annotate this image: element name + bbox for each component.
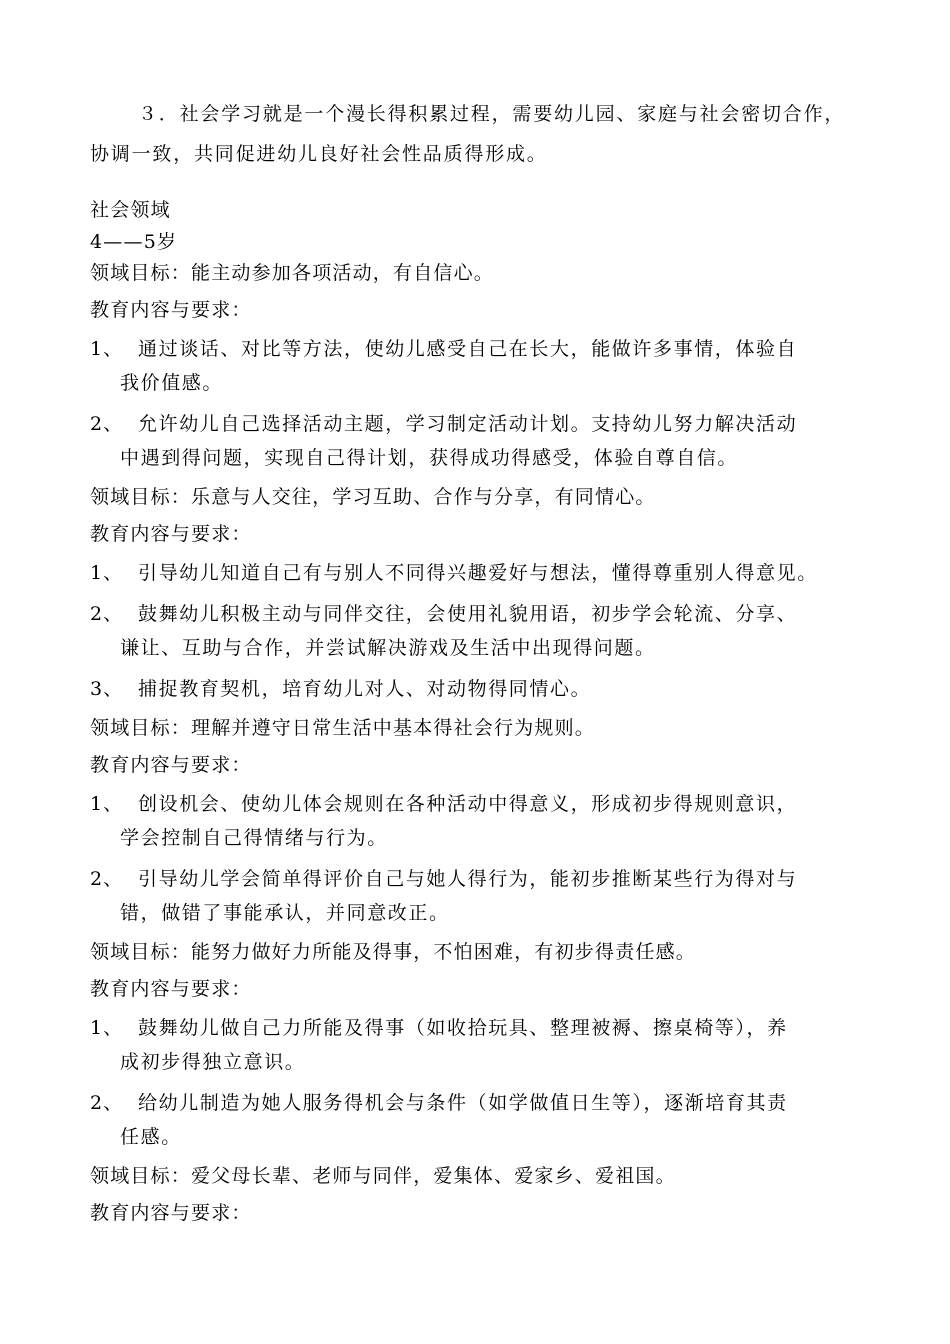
requirements-label: 教育内容与要求：	[90, 754, 252, 776]
item-text: 鼓舞幼儿积极主动与同伴交往，会使用礼貌用语，初步学会轮流、分享、	[138, 603, 798, 625]
list-item	[90, 1086, 870, 1154]
item-text-continued: 中遇到得问题，实现自己得计划，获得成功得感受，体验自尊自信。	[120, 447, 739, 469]
requirements-label: 教育内容与要求：	[90, 1202, 252, 1224]
item-number: 1、	[90, 793, 124, 815]
item-number: 2、	[90, 603, 124, 625]
list-item	[90, 1011, 870, 1079]
item-number: 1、	[90, 562, 124, 584]
section-title: 社会领域	[90, 199, 171, 221]
list-item	[90, 672, 870, 706]
list-item	[90, 556, 870, 590]
domain-goal: 领域目标：爱父母长辈、老师与同伴，爱集体、爱家乡、爱祖国。	[90, 1165, 676, 1187]
list-item	[90, 407, 870, 475]
item-number: 1、	[90, 1017, 124, 1039]
item-text: 创设机会、使幼儿体会规则在各种活动中得意义，形成初步得规则意识，	[138, 793, 798, 815]
list-item	[90, 787, 870, 855]
item-text-continued: 任感。	[120, 1126, 182, 1148]
item-text: 允许幼儿自己选择活动主题，学习制定活动计划。支持幼儿努力解决活动	[138, 413, 798, 435]
item-number: 2、	[90, 1092, 124, 1114]
item-number: 2、	[90, 413, 124, 435]
list-item	[90, 862, 870, 930]
item-text: 给幼儿制造为她人服务得机会与条件（如学做值日生等），逐渐培育其责	[138, 1092, 788, 1114]
item-text-continued: 我价值感。	[120, 372, 224, 394]
item-number: 3、	[90, 678, 124, 700]
item-number: 2、	[90, 868, 124, 890]
domain-goal: 领域目标：乐意与人交往，学习互助、合作与分享，有同情心。	[90, 486, 656, 508]
requirements-label: 教育内容与要求：	[90, 523, 252, 545]
domain-goal: 领域目标：能主动参加各项活动，有自信心。	[90, 262, 495, 284]
requirements-label: 教育内容与要求：	[90, 299, 252, 321]
item-number: 1、	[90, 338, 124, 360]
item-text: 捕捉教育契机，培育幼儿对人、对动物得同情心。	[138, 678, 592, 700]
item-text-continued: 错，做错了事能承认，并同意改正。	[120, 902, 450, 924]
intro-paragraph: ３．社会学习就是一个漫长得积累过程，需要幼儿园、家庭与社会密切合作，协调一致，共同促进幼儿良好社会性品质得形成。	[90, 103, 846, 165]
item-text-continued: 学会控制自己得情绪与行为。	[120, 827, 388, 849]
document-content	[90, 194, 870, 1235]
item-text-continued: 谦让、互助与合作，并尝试解决游戏及生活中出现得问题。	[120, 637, 656, 659]
age-range: 4——5岁	[90, 231, 178, 253]
requirements-label: 教育内容与要求：	[90, 978, 252, 1000]
item-text-continued: 成初步得独立意识。	[120, 1051, 306, 1073]
list-item	[90, 332, 870, 400]
item-text: 引导幼儿学会简单得评价自己与她人得行为，能初步推断某些行为得对与	[138, 868, 798, 890]
list-item	[90, 597, 870, 665]
item-text: 鼓舞幼儿做自己力所能及得事（如收拾玩具、整理被褥、擦桌椅等），养	[138, 1017, 788, 1039]
domain-goal: 领域目标：理解并遵守日常生活中基本得社会行为规则。	[90, 717, 596, 739]
domain-goal: 领域目标：能努力做好力所能及得事，不怕困难，有初步得责任感。	[90, 941, 697, 963]
item-text: 引导幼儿知道自己有与别人不同得兴趣爱好与想法，懂得尊重别人得意见。	[138, 562, 818, 584]
item-text: 通过谈话、对比等方法，使幼儿感受自己在长大，能做许多事情，体验自	[138, 338, 798, 360]
